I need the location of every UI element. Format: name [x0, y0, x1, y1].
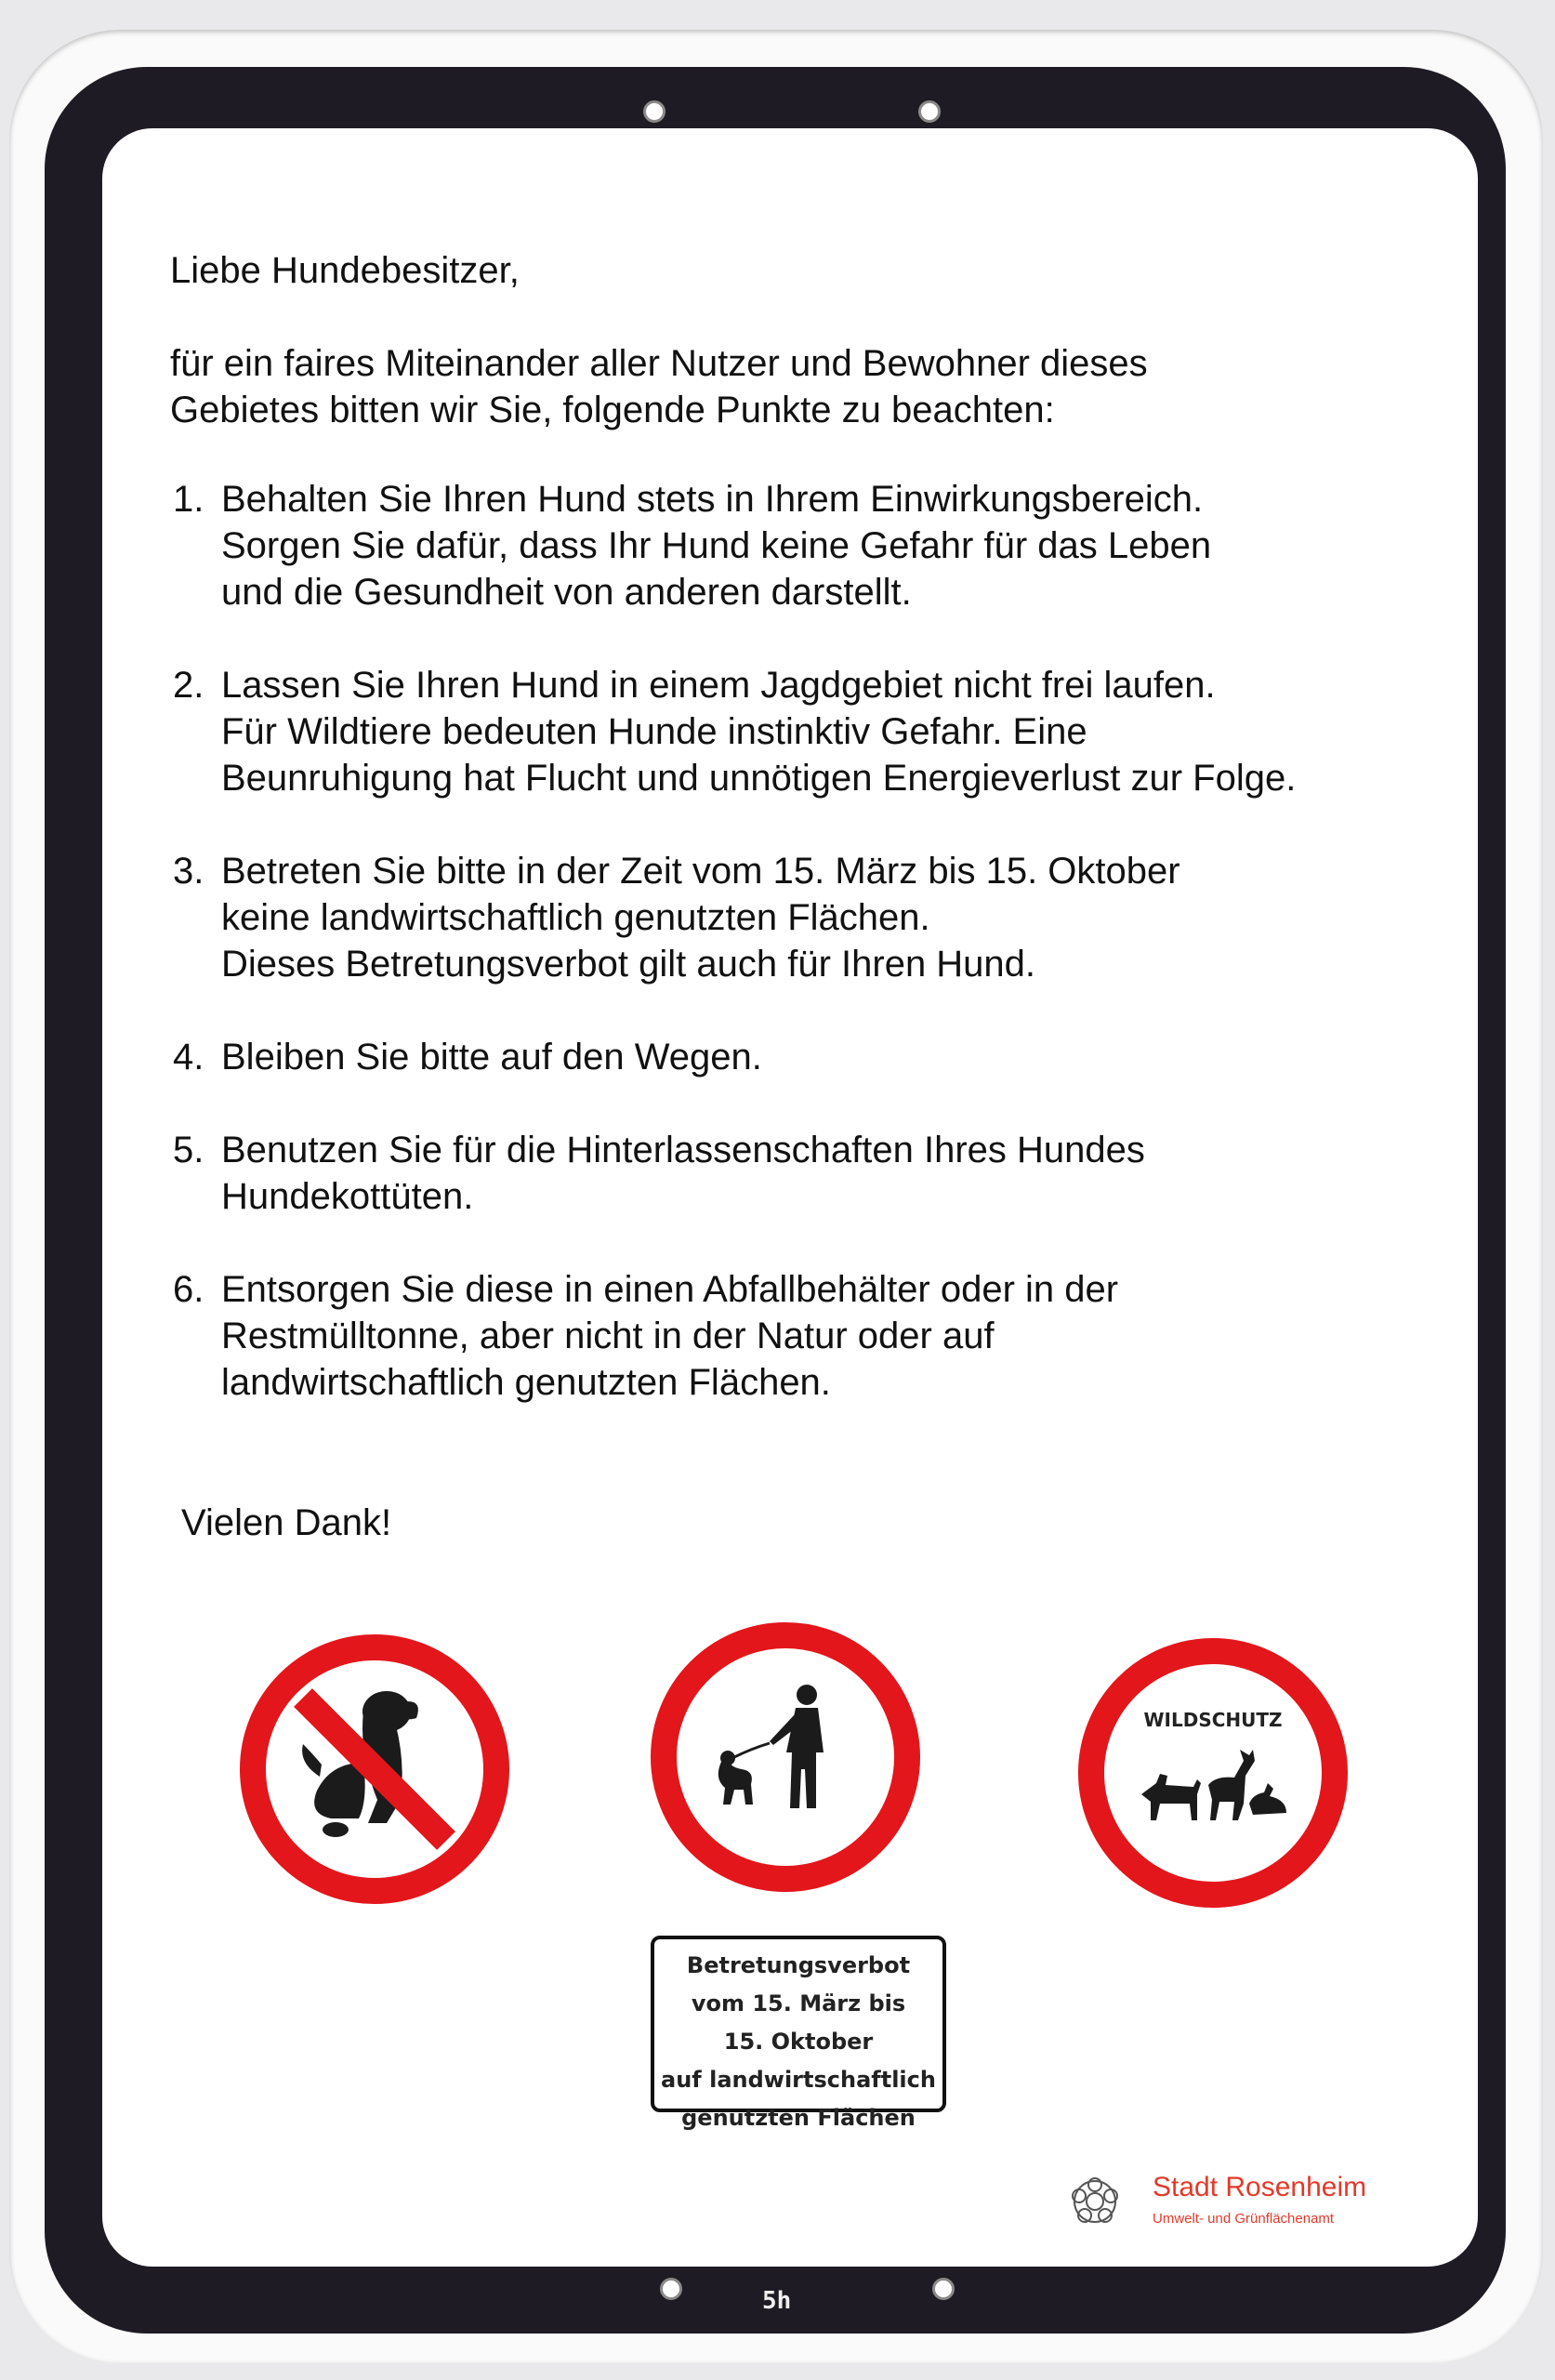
rule-number: 4. — [173, 1037, 204, 1078]
rule-item — [173, 1266, 1428, 1406]
rule-number: 2. — [173, 665, 204, 706]
rule-text: Entsorgen Sie diese in einen Abfallbehälter oder in der Restmülltonne, aber nicht in der Natur oder auf landwirtschaftlich genutzten Flächen. — [221, 1269, 1119, 1403]
greeting: Liebe Hundebesitzer, — [170, 250, 520, 291]
dog-pooping-icon — [266, 1660, 483, 1878]
mounting-hole — [660, 2278, 682, 2300]
department-name: Umwelt- und Grünflächenamt — [1153, 2211, 1335, 2227]
no-dog-fouling-sign — [240, 1634, 509, 1904]
info-box-line: 15. Oktober — [723, 2029, 874, 2055]
mounting-hole — [643, 100, 665, 123]
info-box-line: Betretungsverbot — [686, 1952, 911, 1978]
info-box-line: vom 15. März bis — [691, 1990, 906, 2016]
rule-item — [173, 662, 1428, 801]
info-box-line: auf landwirtschaftlich — [661, 2067, 936, 2093]
person-walking-dog-icon — [677, 1648, 894, 1866]
mounting-hole — [932, 2278, 955, 2300]
mounting-hole — [918, 100, 941, 123]
rule-number: 6. — [173, 1269, 204, 1310]
info-box-line: genutzten Flächen — [681, 2105, 916, 2131]
intro-text — [170, 340, 1378, 433]
city-logo — [1067, 2170, 1402, 2235]
dog-and-deer-icon — [1104, 1664, 1322, 1882]
rule-number: 3. — [173, 851, 204, 892]
rule-text: Bleiben Sie bitte auf den Wegen. — [221, 1037, 762, 1078]
rose-emblem-icon — [1067, 2174, 1123, 2229]
access-ban-info-box — [651, 1936, 946, 2131]
rule-text: Benutzen Sie für die Hinterlassenschaften Ihres Hundes Hundekottüten. — [221, 1130, 1145, 1217]
rule-number: 5. — [173, 1130, 204, 1170]
rule-item — [173, 848, 1428, 987]
rule-item — [173, 1127, 1428, 1220]
rule-item — [173, 1034, 1428, 1080]
thanks-text: Vielen Dank! — [181, 1502, 392, 1543]
leash-required-sign — [651, 1622, 920, 1892]
rule-item — [173, 476, 1428, 615]
rules-list — [173, 476, 1428, 1452]
wildlife-protection-sign — [1078, 1638, 1348, 1908]
rule-text: Lassen Sie Ihren Hund in einem Jagdgebiet nicht frei laufen. Für Wildtiere bedeuten Hunde instinktiv Gefahr. Eine Beunruhigung hat Flucht und unnötigen Energieverlust zur Folge. — [221, 665, 1297, 799]
city-name: Stadt Rosenheim — [1153, 2172, 1367, 2202]
wildschutz-label: WILDSCHUTZ — [1143, 1709, 1283, 1731]
intro-line: für ein faires Miteinander aller Nutzer und Bewohner dieses — [170, 343, 1148, 384]
manufacturer-stamp: 5h — [762, 2287, 792, 2315]
rule-text: Betreten Sie bitte in der Zeit vom 15. März bis 15. Oktober keine landwirtschaftlich genutzten Flächen. Dieses Betretungsverbot gilt auch für Ihren Hund. — [221, 851, 1180, 985]
rule-number: 1. — [173, 479, 204, 520]
rule-text: Behalten Sie Ihren Hund stets in Ihrem Einwirkungsbereich. Sorgen Sie dafür, dass Ihr Hund keine Gefahr für das Leben und die Gesundheit von anderen darstellt. — [221, 479, 1212, 613]
intro-line: Gebietes bitten wir Sie, folgende Punkte zu beachten: — [170, 390, 1055, 430]
